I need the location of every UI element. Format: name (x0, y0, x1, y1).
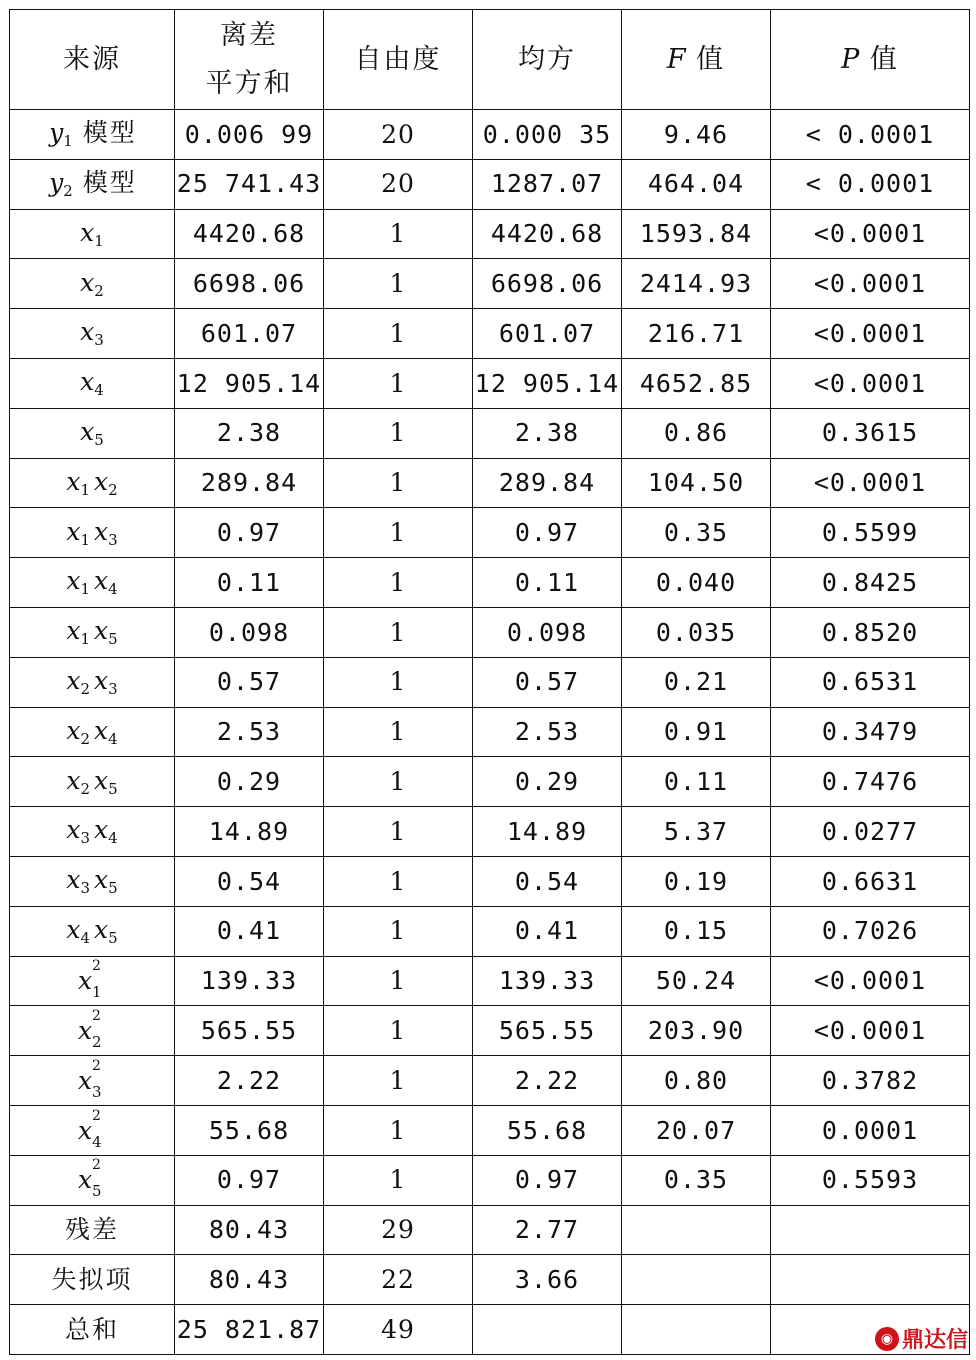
p-value-cell: 0.3615 (771, 408, 970, 458)
table-row (10, 508, 970, 558)
source-cell (10, 358, 175, 408)
p-value-cell: <0.0001 (771, 1006, 970, 1056)
table-row (10, 408, 970, 458)
variable-symbol: x (66, 865, 81, 895)
variable-index: 2 (108, 480, 118, 499)
source-variable (66, 518, 90, 549)
df-cell: 1 (324, 956, 473, 1006)
source-cell (10, 1305, 175, 1355)
mean-square-cell: 1287.07 (473, 159, 622, 209)
source-cell (10, 856, 175, 906)
variable-index: 5 (91, 1182, 102, 1201)
source-variable-2 (94, 816, 118, 847)
df-cell: 1 (324, 856, 473, 906)
p-value-cell (771, 1205, 970, 1255)
source-variable (80, 219, 104, 250)
variable-index: 1 (91, 983, 102, 1002)
p-value-cell: 0.6531 (771, 657, 970, 707)
p-value-cell: 0.7026 (771, 906, 970, 956)
variable-symbol: x (66, 466, 81, 496)
sum-of-squares-cell: 0.11 (175, 558, 324, 608)
table-row (10, 309, 970, 359)
source-variable-2 (94, 617, 118, 648)
source-cell (10, 159, 175, 209)
mean-square-cell: 0.098 (473, 607, 622, 657)
source-variable (66, 617, 90, 648)
table-row (10, 1255, 970, 1305)
variable-index: 3 (94, 331, 104, 350)
source-cell (10, 110, 175, 160)
table-row (10, 1105, 970, 1155)
source-cell (10, 458, 175, 508)
source-variable-2 (94, 767, 118, 798)
f-value-cell: 0.040 (622, 558, 771, 608)
df-cell: 1 (324, 1155, 473, 1205)
source-cell (10, 209, 175, 259)
variable-symbol: x (94, 566, 109, 596)
df-cell: 1 (324, 358, 473, 408)
f-value-cell: 0.86 (622, 408, 771, 458)
header-row (10, 10, 970, 110)
f-value-cell: 0.21 (622, 657, 771, 707)
df-cell: 1 (324, 657, 473, 707)
table-row (10, 657, 970, 707)
f-value-cell: 1593.84 (622, 209, 771, 259)
f-value-cell (622, 1305, 771, 1355)
watermark-text: 鼎达信 (901, 1328, 968, 1353)
header-p-value: P 值 (771, 10, 970, 110)
variable-symbol: x (80, 317, 95, 347)
mean-square-cell: 0.57 (473, 657, 622, 707)
df-cell: 1 (324, 1006, 473, 1056)
p-value-cell: 0.0001 (771, 1105, 970, 1155)
f-value-cell: 0.80 (622, 1056, 771, 1106)
mean-square-cell: 565.55 (473, 1006, 622, 1056)
source-variable-2 (94, 567, 118, 598)
source-cell (10, 309, 175, 359)
sum-of-squares-cell: 6698.06 (175, 259, 324, 309)
source-cell (10, 807, 175, 857)
sum-of-squares-cell: 0.29 (175, 757, 324, 807)
source-cell (10, 707, 175, 757)
sum-of-squares-cell: 139.33 (175, 956, 324, 1006)
source-cell (10, 757, 175, 807)
variable-exponent: 2 (91, 1007, 101, 1024)
variable-symbol: x (66, 815, 81, 845)
variable-index: 1 (80, 480, 90, 499)
p-value-cell: <0.0001 (771, 209, 970, 259)
logo-mark-icon: ◉ (875, 1327, 899, 1351)
mean-square-cell: 14.89 (473, 807, 622, 857)
sum-of-squares-cell: 14.89 (175, 807, 324, 857)
source-variable (66, 667, 90, 698)
table-row (10, 558, 970, 608)
variable-symbol: x (66, 765, 81, 795)
f-value-cell (622, 1255, 771, 1305)
table-row (10, 757, 970, 807)
mean-square-cell: 2.38 (473, 408, 622, 458)
sum-of-squares-cell: 80.43 (175, 1255, 324, 1305)
variable-symbol: x (77, 1165, 93, 1195)
variable-index: 4 (80, 928, 90, 947)
sum-of-squares-cell: 80.43 (175, 1205, 324, 1255)
source-cell (10, 906, 175, 956)
p-value-cell: 0.8520 (771, 607, 970, 657)
df-cell: 20 (324, 159, 473, 209)
table-row (10, 1006, 970, 1056)
df-cell: 1 (324, 1105, 473, 1155)
variable-index: 1 (63, 132, 73, 151)
p-value-cell: 0.0277 (771, 807, 970, 857)
source-variable-2 (94, 468, 118, 499)
sum-of-squares-cell: 25 821.87 (175, 1305, 324, 1355)
f-value-cell: 0.35 (622, 508, 771, 558)
sum-of-squares-cell: 0.54 (175, 856, 324, 906)
variable-symbol: x (94, 715, 109, 745)
variable-symbol: x (66, 616, 81, 646)
source-cell (10, 558, 175, 608)
df-cell: 1 (324, 1056, 473, 1106)
f-value-cell: 50.24 (622, 956, 771, 1006)
sum-of-squares-cell: 0.97 (175, 508, 324, 558)
variable-index: 3 (108, 679, 118, 698)
sum-of-squares-cell: 0.006 99 (175, 110, 324, 160)
df-cell: 1 (324, 508, 473, 558)
table-row (10, 1155, 970, 1205)
mean-square-cell: 0.41 (473, 906, 622, 956)
variable-index: 3 (80, 829, 90, 848)
sum-of-squares-cell: 12 905.14 (175, 358, 324, 408)
df-cell: 1 (324, 607, 473, 657)
variable-index: 3 (108, 530, 118, 549)
variable-symbol: x (80, 217, 95, 247)
variable-symbol: x (77, 1115, 93, 1145)
f-value-cell: 0.19 (622, 856, 771, 906)
source-cell (10, 1155, 175, 1205)
variable-index: 1 (94, 231, 104, 250)
mean-square-cell: 3.66 (473, 1255, 622, 1305)
p-value-cell: 0.8425 (771, 558, 970, 608)
variable-symbol: x (94, 914, 109, 944)
sum-of-squares-cell: 289.84 (175, 458, 324, 508)
source-variable (80, 418, 104, 449)
f-value-cell: 0.15 (622, 906, 771, 956)
variable-symbol: x (66, 665, 81, 695)
f-value-cell: 0.91 (622, 707, 771, 757)
mean-square-cell: 0.11 (473, 558, 622, 608)
variable-exponent: 2 (91, 1107, 101, 1124)
source-suffix: 模型 (82, 167, 137, 197)
df-cell: 1 (324, 707, 473, 757)
source-cell (10, 607, 175, 657)
source-cell (10, 408, 175, 458)
variable-symbol: x (80, 367, 95, 397)
source-variable-2 (94, 667, 118, 698)
f-value-cell: 464.04 (622, 159, 771, 209)
f-value-cell: 4652.85 (622, 358, 771, 408)
table-row (10, 856, 970, 906)
table-row (10, 1205, 970, 1255)
table-row (10, 707, 970, 757)
table-row (10, 358, 970, 408)
source-label: 残差 (64, 1215, 119, 1245)
source-variable (80, 269, 104, 300)
variable-index: 2 (94, 281, 104, 300)
sum-of-squares-cell: 0.57 (175, 657, 324, 707)
sum-of-squares-cell: 0.098 (175, 607, 324, 657)
variable-index: 1 (80, 630, 90, 649)
source-variable (77, 1057, 106, 1101)
p-value-cell: 0.6631 (771, 856, 970, 906)
source-cell (10, 956, 175, 1006)
mean-square-cell: 601.07 (473, 309, 622, 359)
df-cell: 1 (324, 259, 473, 309)
mean-square-cell: 12 905.14 (473, 358, 622, 408)
mean-square-cell: 0.000 35 (473, 110, 622, 160)
source-variable (77, 1107, 106, 1151)
source-cell (10, 259, 175, 309)
source-variable (80, 318, 104, 349)
f-value-cell: 2414.93 (622, 259, 771, 309)
source-variable (49, 119, 73, 150)
df-cell: 1 (324, 807, 473, 857)
variable-symbol: x (77, 1015, 93, 1045)
variable-index: 1 (80, 530, 90, 549)
p-value-cell: < 0.0001 (771, 159, 970, 209)
mean-square-cell: 2.53 (473, 707, 622, 757)
table-row (10, 458, 970, 508)
mean-square-cell: 139.33 (473, 956, 622, 1006)
f-value-cell (622, 1205, 771, 1255)
source-label: 总和 (64, 1314, 119, 1344)
p-value-cell: <0.0001 (771, 458, 970, 508)
header-f-value: F 值 (622, 10, 771, 110)
p-value-cell: <0.0001 (771, 259, 970, 309)
sum-of-squares-cell: 601.07 (175, 309, 324, 359)
source-variable (80, 368, 104, 399)
variable-index: 2 (63, 181, 73, 200)
variable-symbol: x (77, 1065, 93, 1095)
variable-index: 4 (108, 829, 118, 848)
variable-index: 2 (91, 1032, 102, 1051)
table-row (10, 1056, 970, 1106)
header-source: 来源 (10, 10, 175, 110)
anova-table (9, 9, 970, 1355)
df-cell: 1 (324, 906, 473, 956)
source-cell (10, 1006, 175, 1056)
df-cell: 22 (324, 1255, 473, 1305)
source-variable-2 (94, 518, 118, 549)
variable-index: 4 (94, 381, 104, 400)
sum-of-squares-cell: 565.55 (175, 1006, 324, 1056)
variable-symbol: x (66, 715, 81, 745)
table-row (10, 1305, 970, 1355)
f-value-cell: 20.07 (622, 1105, 771, 1155)
source-cell (10, 657, 175, 707)
variable-symbol: x (80, 416, 95, 446)
sum-of-squares-cell: 2.22 (175, 1056, 324, 1106)
variable-index: 2 (80, 729, 90, 748)
source-variable (66, 468, 90, 499)
variable-symbol: x (94, 516, 109, 546)
table-row (10, 159, 970, 209)
sum-of-squares-cell: 55.68 (175, 1105, 324, 1155)
source-variable (49, 169, 73, 200)
source-label: 失拟项 (51, 1264, 133, 1294)
variable-exponent: 2 (91, 958, 101, 975)
df-cell: 1 (324, 309, 473, 359)
variable-index: 5 (108, 928, 118, 947)
variable-symbol: x (94, 865, 109, 895)
p-value-cell: <0.0001 (771, 956, 970, 1006)
source-variable-2 (94, 916, 118, 947)
source-cell (10, 1255, 175, 1305)
variable-index: 3 (80, 879, 90, 898)
variable-symbol: x (66, 516, 81, 546)
sum-of-squares-cell: 25 741.43 (175, 159, 324, 209)
df-cell: 1 (324, 757, 473, 807)
p-value-cell: 0.5599 (771, 508, 970, 558)
source-variable (66, 816, 90, 847)
mean-square-cell: 289.84 (473, 458, 622, 508)
table-row (10, 807, 970, 857)
variable-index: 2 (80, 679, 90, 698)
table-row (10, 209, 970, 259)
p-value-cell: 0.3782 (771, 1056, 970, 1106)
variable-symbol: y (49, 167, 64, 197)
table-row (10, 110, 970, 160)
table-row (10, 956, 970, 1006)
variable-exponent: 2 (91, 1157, 101, 1174)
mean-square-cell (473, 1305, 622, 1355)
header-degrees-of-freedom: 自由度 (324, 10, 473, 110)
variable-symbol: x (94, 466, 109, 496)
f-value-cell: 0.35 (622, 1155, 771, 1205)
f-value-cell: 5.37 (622, 807, 771, 857)
variable-symbol: x (94, 765, 109, 795)
variable-index: 3 (91, 1082, 102, 1101)
variable-index: 5 (108, 630, 118, 649)
p-value-cell: <0.0001 (771, 309, 970, 359)
variable-symbol: x (94, 616, 109, 646)
mean-square-cell: 4420.68 (473, 209, 622, 259)
source-cell (10, 1056, 175, 1106)
source-suffix: 模型 (82, 118, 137, 148)
table-body (10, 110, 970, 1355)
p-value-cell: <0.0001 (771, 358, 970, 408)
source-cell (10, 508, 175, 558)
mean-square-cell: 0.29 (473, 757, 622, 807)
df-cell: 29 (324, 1205, 473, 1255)
p-value-cell: 0.5593 (771, 1155, 970, 1205)
source-variable (66, 916, 90, 947)
source-variable (66, 567, 90, 598)
f-value-cell: 104.50 (622, 458, 771, 508)
source-cell (10, 1105, 175, 1155)
mean-square-cell: 6698.06 (473, 259, 622, 309)
header-mean-square: 均方 (473, 10, 622, 110)
variable-symbol: x (80, 267, 95, 297)
source-variable (66, 717, 90, 748)
watermark (875, 1323, 968, 1354)
variable-symbol: y (49, 118, 64, 148)
source-variable-2 (94, 866, 118, 897)
variable-index: 4 (108, 580, 118, 599)
df-cell: 1 (324, 458, 473, 508)
variable-symbol: x (77, 966, 93, 996)
mean-square-cell: 55.68 (473, 1105, 622, 1155)
variable-index: 2 (80, 779, 90, 798)
p-value-cell (771, 1255, 970, 1305)
sum-of-squares-cell: 2.38 (175, 408, 324, 458)
table-row (10, 906, 970, 956)
source-variable (77, 1157, 106, 1201)
mean-square-cell: 0.54 (473, 856, 622, 906)
header-sum-of-squares: 离差 平方和 (175, 10, 324, 110)
variable-index: 1 (80, 580, 90, 599)
source-variable (77, 1007, 106, 1051)
table-row (10, 259, 970, 309)
mean-square-cell: 0.97 (473, 508, 622, 558)
source-cell (10, 1205, 175, 1255)
df-cell: 1 (324, 558, 473, 608)
p-value-cell: 0.3479 (771, 707, 970, 757)
variable-exponent: 2 (91, 1057, 101, 1074)
source-variable (66, 767, 90, 798)
variable-symbol: x (66, 566, 81, 596)
source-variable-2 (94, 717, 118, 748)
variable-index: 5 (108, 879, 118, 898)
variable-index: 5 (108, 779, 118, 798)
mean-square-cell: 2.22 (473, 1056, 622, 1106)
sum-of-squares-cell: 0.41 (175, 906, 324, 956)
f-value-cell: 0.11 (622, 757, 771, 807)
source-variable (77, 958, 106, 1002)
sum-of-squares-cell: 4420.68 (175, 209, 324, 259)
df-cell: 49 (324, 1305, 473, 1355)
variable-index: 4 (108, 729, 118, 748)
mean-square-cell: 2.77 (473, 1205, 622, 1255)
variable-symbol: x (66, 914, 81, 944)
f-value-cell: 9.46 (622, 110, 771, 160)
table-row (10, 607, 970, 657)
variable-index: 5 (94, 430, 104, 449)
p-value-cell: < 0.0001 (771, 110, 970, 160)
variable-symbol: x (94, 665, 109, 695)
df-cell: 20 (324, 110, 473, 160)
sum-of-squares-cell: 0.97 (175, 1155, 324, 1205)
variable-index: 4 (91, 1132, 102, 1151)
f-value-cell: 216.71 (622, 309, 771, 359)
df-cell: 1 (324, 408, 473, 458)
df-cell: 1 (324, 209, 473, 259)
sum-of-squares-cell: 2.53 (175, 707, 324, 757)
mean-square-cell: 0.97 (473, 1155, 622, 1205)
p-value-cell: 0.7476 (771, 757, 970, 807)
variable-symbol: x (94, 815, 109, 845)
f-value-cell: 203.90 (622, 1006, 771, 1056)
f-value-cell: 0.035 (622, 607, 771, 657)
source-variable (66, 866, 90, 897)
